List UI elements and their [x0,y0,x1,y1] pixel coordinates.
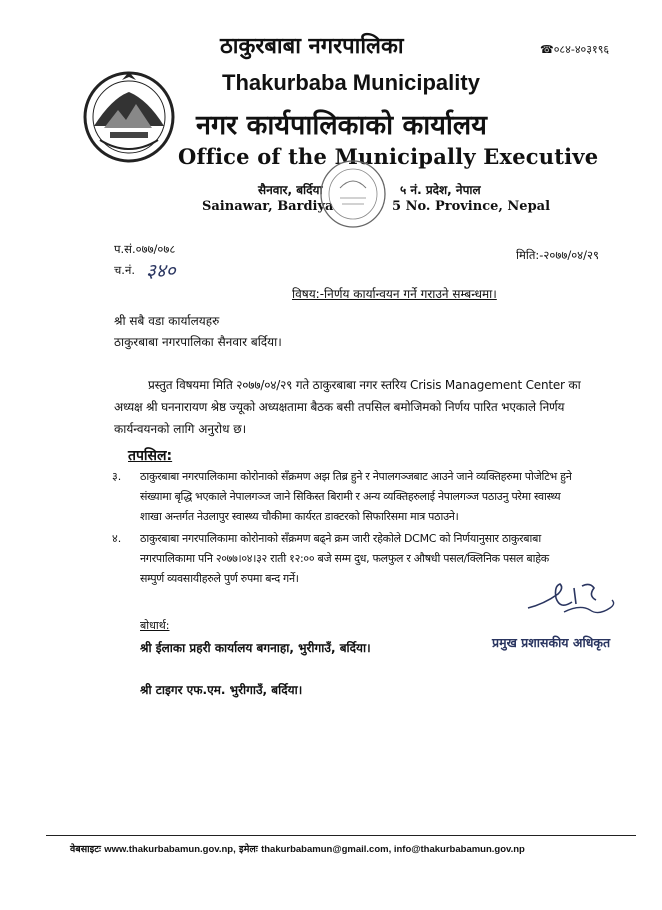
office-name-english: Office of the Municipally Executive [178,144,599,169]
letter-date: मिति:-२०७७/०४/२९ [516,248,600,262]
reference-number: प.सं.०७७/०७८ [114,242,176,256]
intro-line-2: अध्यक्ष श्री घननारायण श्रेष्ठ ज्यूको अध्यक्षतामा बैठक बसी तपसिल बमोजिमको निर्णय पारित भएकाले निर्णय [114,400,565,414]
email-label: इमेलः [239,844,258,855]
intro-line-1: प्रस्तुत विषयमा मिति २०७७/०४/२९ गते ठाकुरबाबा नगर स्तरिय Crisis Management Center का [148,378,581,392]
municipality-name-nepali: ठाकुरबाबा नगरपालिका [220,34,404,59]
address-english-left: Sainawar, Bardiya [202,199,334,214]
recipient-line-2: ठाकुरबाबा नगरपालिका सैनवार बर्दिया। [114,335,282,349]
item-number: ४. [112,532,122,545]
municipality-emblem [82,70,176,164]
phone-number: ☎०८४-४०३१९६ [540,43,610,56]
item-line: शाखा अन्तर्गत नेउलापुर स्वास्थ्य चौकीमा कार्यरत डाक्टरको सिफारिसमा मात्र पठाउने। [140,510,459,523]
signatory-title: प्रमुख प्रशासकीय अधिकृत [492,635,611,650]
item-line: ठाकुरबाबा नगरपालिकामा कोरोनाको सँक्रमण बढ्ने क्रम जारी रहेकोले DCMC को निर्णयानुसार ठाकुरबाबा [140,532,541,545]
cc-recipient-2: श्री टाइगर एफ.एम. भुरीगाउँ, बर्दिया। [140,683,303,697]
intro-line-3: कार्यन्वयनको लागि अनुरोध छ। [114,422,247,436]
footer-contact [70,842,525,855]
office-seal-stamp [318,158,388,230]
item-line: नगरपालिकामा पनि २०७७।०४।३२ राती १२:०० बजे सम्म दुध, फलफुल र औषधी पसल/क्लिनिक पसल बाहेक [140,552,549,565]
website-link[interactable]: www.thakurbabamun.gov.np, [104,844,236,855]
address-english-right: 5 No. Province, Nepal [392,199,551,214]
signature [524,574,624,620]
dispatch-label: च.नं. [114,263,135,277]
dispatch-number: ३४० [146,260,176,282]
address-nepali-right: ५ नं. प्रदेश, नेपाल [400,183,481,197]
cc-heading: बोधार्थ: [140,619,170,632]
recipient-line-1: श्री सबै वडा कार्यालयहरु [114,314,220,328]
details-heading: तपसिल: [128,448,173,464]
item-line: सम्पुर्ण व्यवसायीहरुले पुर्ण रुपमा बन्द गर्ने। [140,572,299,585]
item-line: ठाकुरबाबा नगरपालिकामा कोरोनाको सँक्रमण अझ तिब्र हुने र नेपालगञ्जबाट आउने जाने व्यक्तिहरुमा पोजेटिभ हुने [140,470,572,483]
email-links[interactable]: thakurbabamun@gmail.com, info@thakurbabamun.gov.np [261,844,525,855]
item-number: ३. [112,470,122,483]
website-label: वेबसाइटः [70,844,101,855]
address-nepali-left: सैनवार, बर्दिया [258,183,323,197]
office-name-nepali: नगर कार्यपालिकाको कार्यालय [196,110,487,141]
footer-divider [46,835,636,836]
item-line: संख्यामा बृद्धि भएकाले नेपालगञ्ज जाने सिकिस्त बिरामी र अन्य व्यक्तिहरुलाई नेपालगञ्ज पठाउनु परेमा स्वास्थ्य [140,490,561,503]
letter-subject: विषय:-निर्णय कार्यान्वयन गर्ने गराउने सम्बन्धमा। [292,287,497,301]
cc-recipient-1: श्री ईलाका प्रहरी कार्यालय बगनाहा, भुरीगाउँ, बर्दिया। [140,641,371,655]
municipality-name-english: Thakurbaba Municipality [222,70,480,95]
